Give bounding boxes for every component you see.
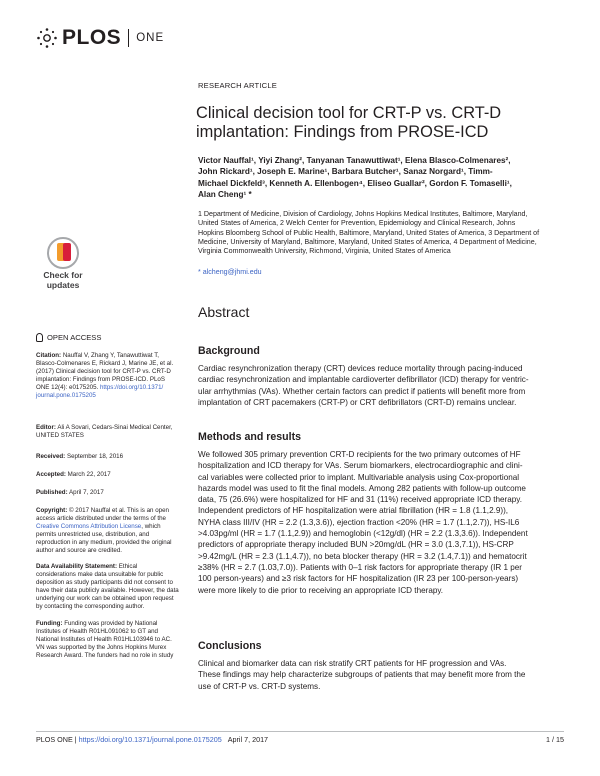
check-for-updates-badge[interactable]: [38, 237, 88, 295]
author-list: Victor Nauffal¹, Yiyi Zhang², Tanyanan Tanawuttiwat¹, Elena Blasco-Colmenares², John Rickard¹, Joseph E. Marine¹, Barbara Butcher¹, Sanaz Norgard¹, Timm- Michael Dickfeld³, Kenneth A. Ellenbogen⁴, Eliseo Guallar², Gordon F. Tomaselli¹, Alan Cheng¹ *: [198, 156, 512, 199]
cc-license-link[interactable]: Creative Commons Attribution License: [36, 523, 142, 531]
brand-name: PLOS: [62, 26, 122, 49]
received-date: Received: September 18, 2016: [36, 453, 124, 460]
methods-paragraph: We followed 305 primary prevention CRT-D recipients for the two primary outcomes of HF hospitalization and ICD therapy for VAs. Serum biomarkers, electrocardiographic and clini- cal variables were collected prior to implant. Multivariable analysis using Cox-proportional hazards model was used to fit the final models. Among 282 patients with follow-up outcome data, 75 (26.6%) were hospitalized for HF and 31 (11%) received appropriate ICD therapy. Independent predictors of HF hospitalization were atrial fibrillation (HR = 1.8 (1.1,2.9)), NYHA class III/IV (HR = 2.2 (1.3,3.6)), ejection fraction <20% (HR = 1.7 (1.1,2.7)), HS-IL6 >4.03pg/ml (HR = 1.7 (1.1,2.9)) and hemoglobin (<12g/dl) (HR = 2.2 (1.3,3.6)). Independent predictors of appropriate therapy included BUN >20mg/dL (HR = 3.0 (1.3,7.1)), HS-CRP >9.42mg/L (HR = 2.3 (1.1,4.7)), no beta blocker therapy (HR = 3.2 (1.4,7.1)) and hematocrit ≥38% (HR = 2.7 (1.03,7.0)). Patients with 0–1 risk factors for appropriate therapy (IR 1 per 100 person-years) and ≥3 risk factors for HF hospitalization (IR 23 per 100-person-years) were more likely to die prior to receiving an appropriate ICD therapy.: [198, 450, 528, 595]
plos-one-logo[interactable]: [36, 24, 164, 52]
citation-doi-link-cont[interactable]: journal.pone.0175205: [36, 392, 96, 400]
background-paragraph: Cardiac resynchronization therapy (CRT) devices reduce mortality through pacing-induced cardiac resynchronization and implantable cardioverter defibrillator (ICD) therapy for ventric- ular arrhythmias (VAs). Whether certain factors can predict if patients will benefit more from implantation of CRT pacemakers (CRT-P) or CRT defibrillators (CRT-D) remains unclear.: [198, 364, 529, 407]
logo-separator: [128, 29, 129, 47]
funding-block: Funding: Funding was provided by National Institutes of Health R01HL091062 to GT and National Institutes of Health R01HL103946 to AC. VN was supported by the Johns Hopkins Murex Research Award. The funders had no role in study: [36, 620, 174, 660]
affiliations: 1 Department of Medicine, Division of Cardiology, Johns Hopkins Medical Institutes, Baltimore, Maryland, United States of America, 2 Welch Center for Prevention, Epidemiology and Clinical Research, Johns Hopkins Bloomberg School of Public Health, Baltimore, Maryland, United States of America, 3 Department of Medicine, University of Maryland, Baltimore, Maryland, United States of America, 4 Department of Medicine, Virginia Commonwealth University, Richmond, Virginia, United States of America: [198, 210, 540, 256]
page-footer: [36, 735, 564, 744]
plos-dots-icon: [36, 27, 58, 49]
copyright-block: Copyright: © 2017 Nauffal et al. This is an open access article distributed under the terms of the Creative Commons Attribution License, which permits unrestricted use, distribution, and reproduction in any medium, provided the original author and source are credited.: [36, 507, 172, 555]
open-lock-icon: [36, 333, 43, 342]
footer-divider: [36, 731, 564, 732]
methods-heading: Methods and results: [198, 431, 302, 443]
open-access-badge: OPEN ACCESS: [36, 333, 101, 342]
conclusions-paragraph: Clinical and biomarker data can risk stratify CRT patients for HF progression and VAs. These findings may help characterize subgroups of patients that may benefit more from the use of CRT-P vs. CRT-D systems.: [198, 659, 526, 691]
article-type-label: RESEARCH ARTICLE: [198, 81, 278, 90]
footer-doi-link[interactable]: https://doi.org/10.1371/journal.pone.0175205: [78, 735, 222, 744]
published-date: Published: April 7, 2017: [36, 489, 104, 496]
data-availability-block: Data Availability Statement: Ethical considerations make data unsuitable for public deposition as study participants did not consent to have their data publicly available. However, the data underlying our work can be obtained upon request by contacting the corresponding author.: [36, 563, 179, 611]
accepted-date: Accepted: March 22, 2017: [36, 471, 111, 478]
abstract-heading: Abstract: [198, 304, 250, 320]
editor-block: Editor: Ali A Sovari, Cedars-Sinai Medical Center, UNITED STATES: [36, 424, 173, 440]
conclusions-heading: Conclusions: [198, 640, 262, 652]
corresponding-email-link[interactable]: * alcheng@jhmi.edu: [198, 268, 262, 276]
background-heading: Background: [198, 345, 260, 357]
article-title: Clinical decision tool for CRT-P vs. CRT-D implantation: Findings from PROSE-ICD: [196, 104, 502, 141]
page-number: 1 / 15: [546, 735, 564, 744]
citation-doi-link[interactable]: https://doi.org/10.1371/: [99, 384, 164, 392]
crossmark-icon: [47, 237, 79, 269]
check-for-updates-label: Check for updates: [43, 270, 83, 290]
footer-citation: PLOS ONE | https://doi.org/10.1371/journal.pone.0175205 April 7, 2017: [36, 735, 269, 744]
journal-name: ONE: [136, 32, 165, 44]
citation-block: Citation: Nauffal V, Zhang Y, Tanawuttiwat T, Blasco-Colmenares E, Rickard J, Marine JE, et al. (2017) Clinical decision tool for CRT-P vs. CRT-D implantation: Findings from PROSE-ICD. PLoS ONE 12(4): e0175205. https://doi.org/10.1371/ journal.pone.0175205: [36, 352, 174, 400]
